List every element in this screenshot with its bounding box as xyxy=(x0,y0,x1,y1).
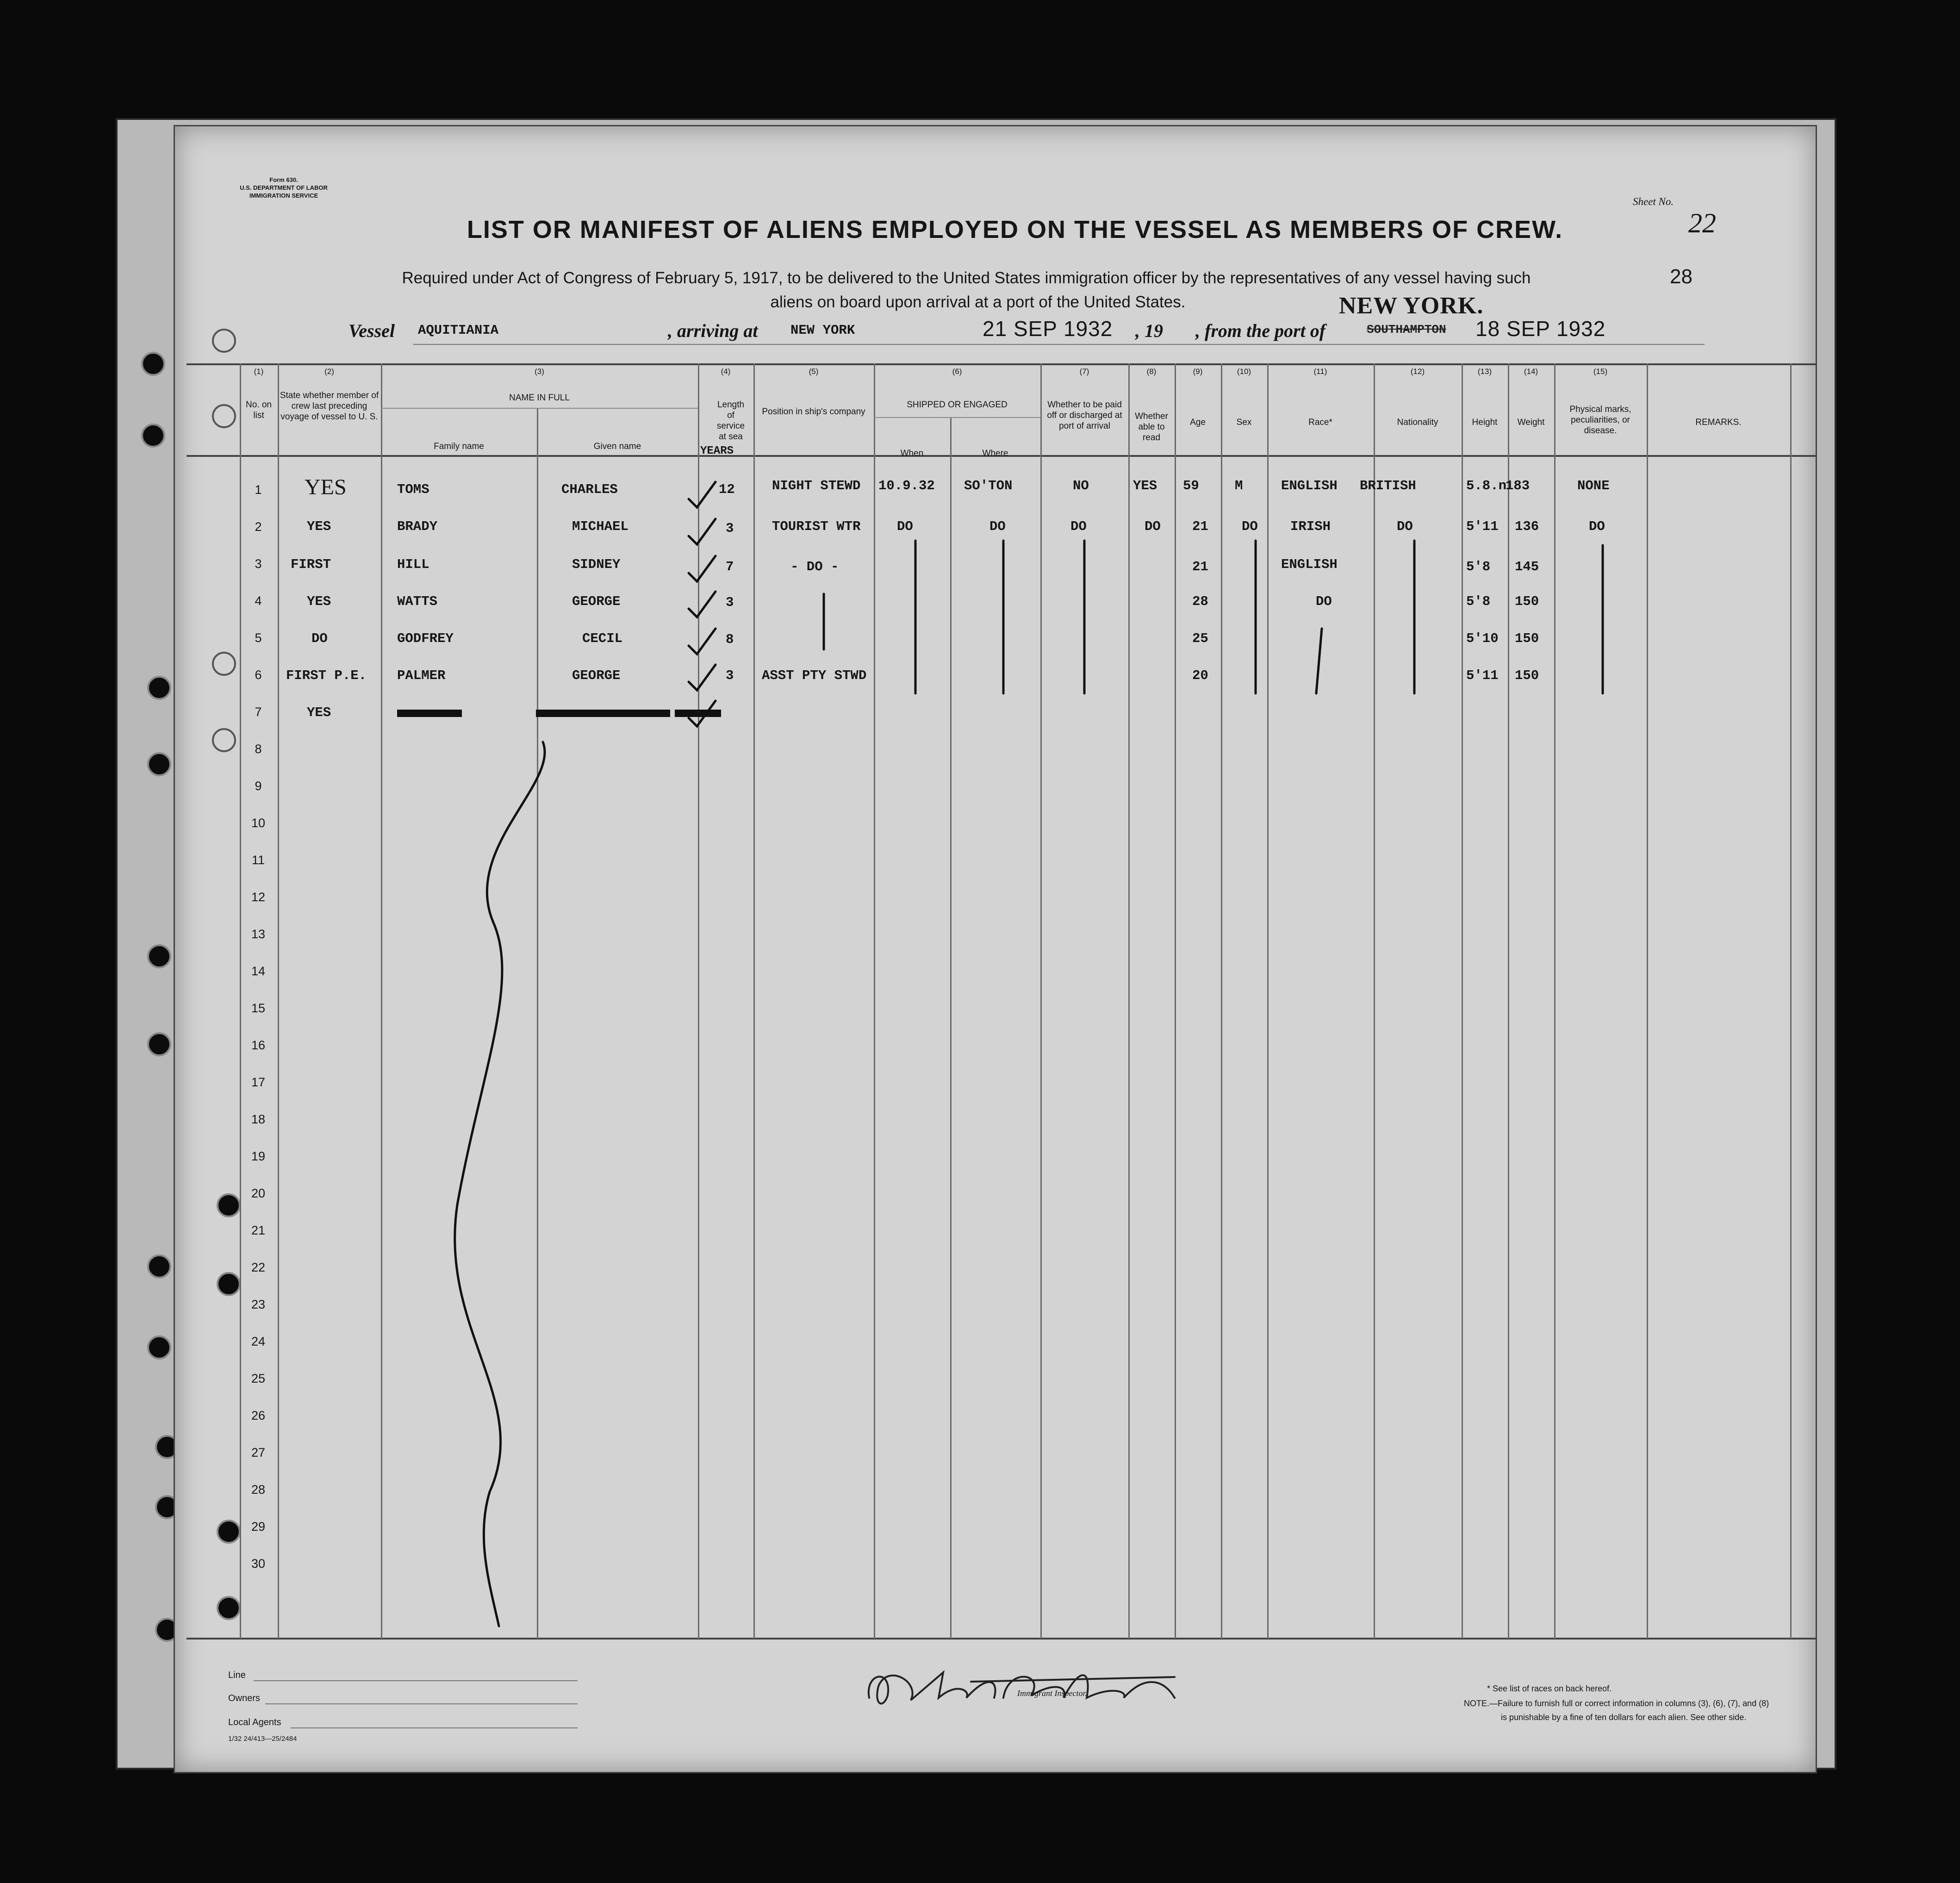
header-physical: Physical marks, peculiarities, or disease. xyxy=(1569,405,1631,436)
cell-read: DO xyxy=(1145,519,1161,534)
check-mark xyxy=(689,519,716,544)
cell-weight: 183 xyxy=(1506,478,1530,493)
cell-age: 20 xyxy=(1192,668,1208,683)
cell-paid: NO xyxy=(1073,478,1089,493)
binder-hole xyxy=(141,352,165,376)
check-mark xyxy=(689,629,716,654)
row-number: 19 xyxy=(251,1149,266,1163)
row-number: 15 xyxy=(251,1001,266,1015)
service: IMMIGRATION SERVICE xyxy=(249,192,318,199)
row-number: 9 xyxy=(255,779,262,793)
cell-physical: NONE xyxy=(1577,478,1610,493)
cell-given-name: MICHAEL xyxy=(572,519,628,534)
cell-years: 3 xyxy=(726,595,734,610)
row-number: 20 xyxy=(251,1186,266,1200)
cell-age: 25 xyxy=(1192,631,1208,646)
row-number: 1 xyxy=(255,483,262,497)
cell-weight: 150 xyxy=(1515,631,1539,646)
binder-hole xyxy=(147,676,171,700)
cell-height: 5'8 xyxy=(1466,594,1491,609)
vessel-label: Vessel xyxy=(348,320,395,341)
cell-position: - DO - xyxy=(790,559,839,574)
row-number: 30 xyxy=(251,1557,266,1571)
header-remarks: REMARKS. xyxy=(1695,418,1742,427)
cell-sex: DO xyxy=(1242,519,1258,534)
cell-physical: DO xyxy=(1589,519,1605,534)
col-num: (6) xyxy=(952,367,962,376)
cell-position: ASST PTY STWD xyxy=(762,668,867,683)
header-state-whether: State whether member of crew last preceding voyage of vessel to U. S. xyxy=(280,391,379,422)
departure-date-stamp: 18 SEP 1932 xyxy=(1475,317,1606,341)
row-number: 23 xyxy=(251,1297,266,1311)
cell-years: 3 xyxy=(726,668,734,683)
col-num: (9) xyxy=(1193,367,1203,376)
header-height: Height xyxy=(1472,418,1498,427)
cell-race: ENGLISH xyxy=(1281,557,1338,572)
cell-family-name: TOMS xyxy=(397,482,429,497)
cell-paid: DO xyxy=(1070,519,1087,534)
cell-state: FIRST P.E. xyxy=(286,668,367,683)
header-shipped: SHIPPED OR ENGAGED xyxy=(907,400,1008,410)
sheet-label: Sheet No. xyxy=(1633,196,1674,207)
cell-weight: 150 xyxy=(1515,594,1539,609)
cell-age: 21 xyxy=(1192,559,1208,574)
header-position: Position in ship's company xyxy=(762,407,865,417)
header-where: Where xyxy=(982,449,1008,458)
cell-family-name: PALMER xyxy=(397,668,446,683)
cancel-line xyxy=(455,742,545,1626)
year-label: , 19 xyxy=(1135,320,1163,341)
cell-height: 5'8 xyxy=(1466,559,1491,574)
cell-race: ENGLISH xyxy=(1281,478,1338,493)
row-number: 13 xyxy=(251,927,266,941)
row-number: 11 xyxy=(251,853,265,867)
footer-agents-label: Local Agents xyxy=(228,1717,281,1727)
cell-years: 3 xyxy=(726,521,734,536)
cell-state: YES xyxy=(307,519,331,534)
check-mark xyxy=(689,592,716,617)
row-number: 21 xyxy=(251,1223,266,1237)
cell-weight: 136 xyxy=(1515,519,1539,534)
handwritten-marks xyxy=(175,126,1816,1772)
sheet-extra-number: 28 xyxy=(1670,265,1692,288)
cell-position: NIGHT STEWD xyxy=(772,478,861,493)
inspector-label: Immigrant Inspector. xyxy=(1017,1689,1087,1698)
cell-given-name: CHARLES xyxy=(561,482,618,497)
header-age: Age xyxy=(1190,418,1206,427)
cell-family-name: BRADY xyxy=(397,519,438,534)
col-num: (13) xyxy=(1477,367,1492,376)
row-number: 25 xyxy=(251,1372,266,1385)
header-name-in-full: NAME IN FULL xyxy=(509,393,570,403)
col-num: (12) xyxy=(1410,367,1425,376)
footer-owners-rule xyxy=(265,1703,578,1704)
binder-hole xyxy=(147,944,171,968)
cell-when: DO xyxy=(897,519,913,534)
cell-given-name: SIDNEY xyxy=(572,557,621,572)
cell-state: FIRST xyxy=(291,557,331,572)
cell-years: 7 xyxy=(726,559,734,574)
ditto-line xyxy=(1316,629,1322,693)
row-number: 28 xyxy=(251,1483,266,1496)
header-able-read: Whether able to read xyxy=(1135,412,1168,443)
cell-height: 5'11 xyxy=(1466,668,1499,683)
cell-height: 5.8.n xyxy=(1466,478,1507,493)
header-weight: Weight xyxy=(1517,418,1545,427)
row-number: 5 xyxy=(255,631,262,645)
cell-age: 21 xyxy=(1192,519,1208,534)
cell-height: 5'11 xyxy=(1466,519,1499,534)
header-sex: Sex xyxy=(1236,418,1252,427)
cell-given-name: GEORGE xyxy=(572,668,621,683)
arriving-label: , arriving at xyxy=(668,320,758,341)
cell-given-name: GEORGE xyxy=(572,594,621,609)
col-num: (8) xyxy=(1146,367,1157,376)
row-number: 27 xyxy=(251,1446,266,1459)
cell-state: DO xyxy=(311,631,328,646)
cell-nationality: BRITISH xyxy=(1360,478,1416,493)
cell-position: TOURIST WTR xyxy=(772,519,861,534)
check-mark xyxy=(689,482,716,507)
manifest-page xyxy=(174,125,1817,1773)
cell-sex: M xyxy=(1235,478,1243,493)
header-given-name: Given name xyxy=(593,442,641,451)
cell-weight: 145 xyxy=(1515,559,1539,574)
row-number: 6 xyxy=(255,668,262,682)
vessel-name: AQUITIANIA xyxy=(418,323,499,338)
row-number: 14 xyxy=(251,964,266,978)
cell-where: SO'TON xyxy=(964,478,1013,493)
row-number: 17 xyxy=(251,1075,266,1089)
cell-state: YES xyxy=(307,594,331,609)
row-number: 3 xyxy=(255,557,262,571)
header-no-on-list: No. on list xyxy=(246,400,272,420)
row-number: 10 xyxy=(251,816,266,830)
cell-weight: 150 xyxy=(1515,668,1539,683)
row-number: 22 xyxy=(251,1260,266,1274)
department: U.S. DEPARTMENT OF LABOR xyxy=(240,184,328,191)
subtitle-line-2: aliens on board upon arrival at a port of the United States. xyxy=(770,293,1186,311)
footer-agents-rule xyxy=(291,1727,578,1728)
header-family-name: Family name xyxy=(434,442,484,451)
sheet-number: 22 xyxy=(1688,208,1716,238)
col-num: (14) xyxy=(1524,367,1538,376)
col-num: (1) xyxy=(254,367,264,376)
col-num: (3) xyxy=(535,367,544,376)
binder-hole xyxy=(147,1032,171,1056)
row-number: 2 xyxy=(255,520,262,534)
from-port-label: , from the port of xyxy=(1195,320,1326,341)
cell-state: YES xyxy=(305,475,347,499)
col-num: (2) xyxy=(324,367,334,376)
header-length-service: Length of service at sea xyxy=(716,400,745,442)
fine-note-1: NOTE.—Failure to furnish full or correct information in columns (3), (6), (7), and (8) xyxy=(1464,1699,1769,1708)
check-mark xyxy=(689,665,716,690)
form-number: Form 630. xyxy=(269,176,298,183)
row-number: 18 xyxy=(251,1112,266,1126)
cell-race: IRISH xyxy=(1290,519,1331,534)
cell-family-name: GODFREY xyxy=(397,631,454,646)
from-port: SOUTHAMPTON xyxy=(1367,323,1446,337)
races-note: * See list of races on back hereof. xyxy=(1487,1684,1612,1693)
cell-years: 8 xyxy=(726,632,734,647)
binder-hole xyxy=(147,1254,171,1278)
cell-age: 59 xyxy=(1183,478,1199,493)
cell-nationality: DO xyxy=(1397,519,1413,534)
col-num: (4) xyxy=(721,367,731,376)
cell-family-name: WATTS xyxy=(397,594,438,609)
cell-race: DO xyxy=(1316,594,1332,609)
footer-line-rule xyxy=(254,1680,578,1681)
header-when: When xyxy=(900,449,924,458)
port-stamp: NEW YORK. xyxy=(1339,293,1484,319)
cell-given-name: CECIL xyxy=(582,631,623,646)
footer-line-label: Line xyxy=(228,1670,246,1680)
col-num: (5) xyxy=(809,367,819,376)
row-number: 16 xyxy=(251,1038,266,1052)
row-number: 29 xyxy=(251,1520,266,1534)
col-num: (10) xyxy=(1237,367,1251,376)
row-number: 8 xyxy=(255,742,262,756)
cell-state: YES xyxy=(307,705,331,720)
row-number: 12 xyxy=(251,890,266,904)
row-number: 26 xyxy=(251,1409,266,1422)
cell-height: 5'10 xyxy=(1466,631,1499,646)
cell-where: DO xyxy=(989,519,1006,534)
cell-age: 28 xyxy=(1192,594,1208,609)
row-number: 24 xyxy=(251,1334,266,1348)
page-title: LIST OR MANIFEST OF ALIENS EMPLOYED ON THE VESSEL AS MEMBERS OF CREW. xyxy=(467,216,1563,243)
row-number: 4 xyxy=(255,594,262,608)
cell-when: 10.9.32 xyxy=(878,478,935,493)
header-paid-off: Whether to be paid off or discharged at port of arrival xyxy=(1047,400,1122,431)
check-mark xyxy=(689,556,716,581)
binder-hole xyxy=(141,424,165,448)
binder-hole xyxy=(147,752,171,776)
print-code: 1/32 24/413—25/2484 xyxy=(228,1735,297,1743)
cell-years: 12 xyxy=(719,482,735,497)
binder-hole xyxy=(147,1335,171,1359)
footer-owners-label: Owners xyxy=(228,1693,260,1703)
years-stamp: YEARS xyxy=(700,445,734,457)
header-race: Race* xyxy=(1308,418,1332,427)
col-num: (11) xyxy=(1313,367,1327,376)
header-nationality: Nationality xyxy=(1397,418,1438,427)
row-number: 7 xyxy=(255,705,262,719)
col-num: (7) xyxy=(1079,367,1089,376)
fine-note-2: is punishable by a fine of ten dollars for each alien. See other side. xyxy=(1501,1713,1747,1722)
arrival-date-stamp: 21 SEP 1932 xyxy=(983,317,1113,341)
cell-family-name: HILL xyxy=(397,557,429,572)
subtitle-line-1: Required under Act of Congress of February 5, 1917, to be delivered to the United States immigration officer by the representatives of any vessel having such xyxy=(402,269,1531,287)
col-num: (15) xyxy=(1593,367,1608,376)
cell-read: YES xyxy=(1133,478,1157,493)
arriving-port: NEW YORK xyxy=(790,323,855,338)
